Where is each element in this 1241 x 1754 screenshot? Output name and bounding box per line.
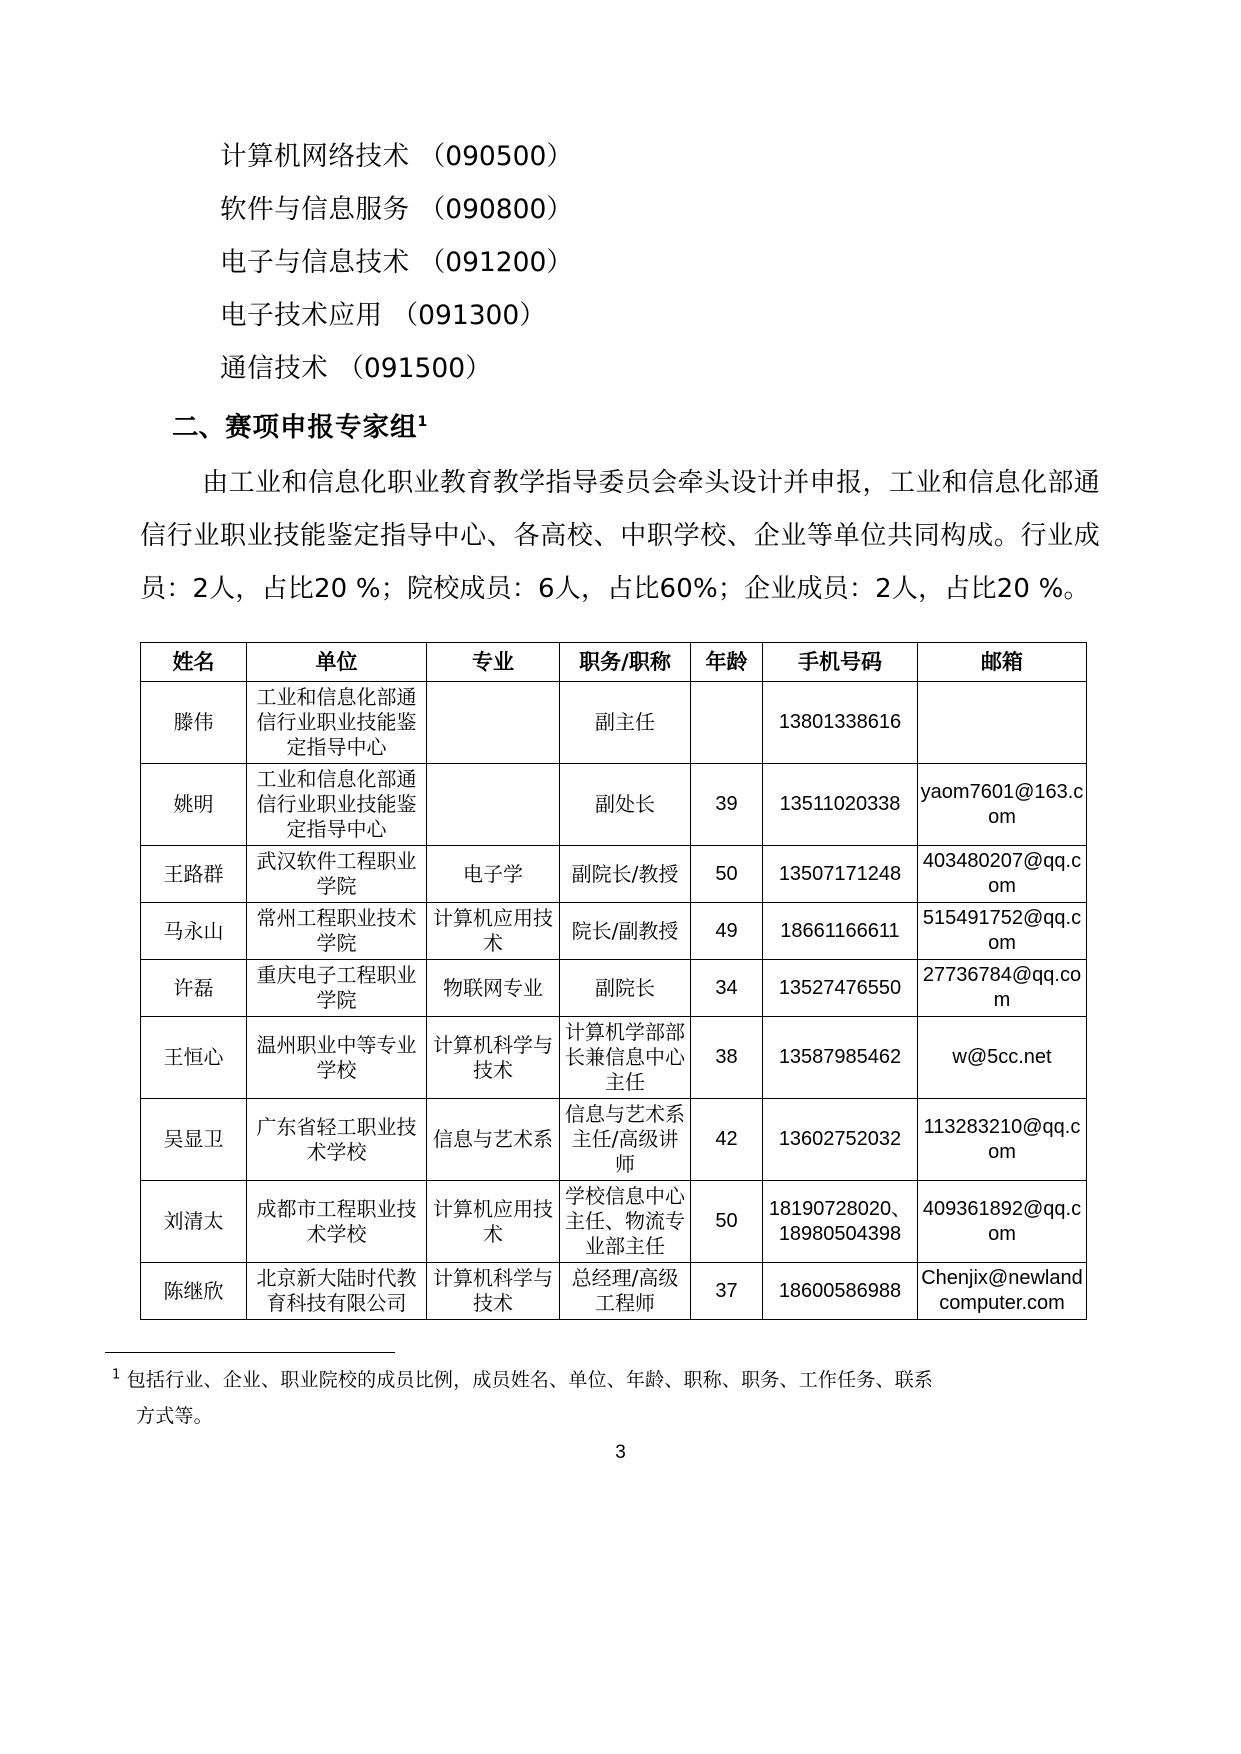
cell-age: 50 xyxy=(691,1181,763,1263)
cell-title: 计算机学部部长兼信息中心主任 xyxy=(560,1017,691,1099)
page-content xyxy=(140,130,1100,1320)
cell-name: 陈继欣 xyxy=(141,1263,247,1320)
cell-age: 38 xyxy=(691,1017,763,1099)
paragraph-text: 由工业和信息化职业教育教学指导委员会牵头设计并申报，工业和信息化部通信行业职业技能鉴定指导中心、各高校、中职学校、企业等单位共同构成。行业成员：2人，占比20 %；院校成员：6人，占比60%；企业成员：2人，占比20 %。 xyxy=(140,468,1100,604)
table-row xyxy=(141,1263,1087,1320)
major-code: （090800） xyxy=(418,194,573,225)
cell-major: 物联网专业 xyxy=(427,960,560,1017)
table-row xyxy=(141,1017,1087,1099)
cell-major xyxy=(427,682,560,764)
table-row xyxy=(141,846,1087,903)
cell-title: 院长/副教授 xyxy=(560,903,691,960)
cell-title: 副院长/教授 xyxy=(560,846,691,903)
cell-title: 副处长 xyxy=(560,764,691,846)
cell-unit: 温州职业中等专业学校 xyxy=(247,1017,427,1099)
major-name: 通信技术 xyxy=(220,353,329,384)
cell-age: 50 xyxy=(691,846,763,903)
cell-age: 34 xyxy=(691,960,763,1017)
cell-unit: 重庆电子工程职业学院 xyxy=(247,960,427,1017)
cell-phone: 13801338616 xyxy=(763,682,918,764)
major-list-item xyxy=(140,342,1100,395)
cell-phone: 13507171248 xyxy=(763,846,918,903)
major-code: （091500） xyxy=(337,353,492,384)
table-row xyxy=(141,764,1087,846)
table-row xyxy=(141,1181,1087,1263)
cell-name: 王恒心 xyxy=(141,1017,247,1099)
cell-name: 许磊 xyxy=(141,960,247,1017)
footnote xyxy=(112,1362,992,1434)
footnote-line-2: 方式等。 xyxy=(136,1405,213,1427)
page-number: 3 xyxy=(615,1442,626,1463)
cell-name: 刘清太 xyxy=(141,1181,247,1263)
footnote-line-1: 包括行业、企业、职业院校的成员比例，成员姓名、单位、年龄、职称、职务、工作任务、联系 xyxy=(126,1369,934,1391)
expert-table xyxy=(140,642,1087,1320)
footnote-marker: 1 xyxy=(417,414,429,431)
cell-major: 计算机应用技术 xyxy=(427,903,560,960)
major-name: 电子技术应用 xyxy=(220,300,383,331)
cell-email: yaom7601@163.com xyxy=(918,764,1087,846)
cell-title: 副主任 xyxy=(560,682,691,764)
major-code: （090500） xyxy=(418,141,573,172)
column-header-title: 职务/职称 xyxy=(560,643,691,682)
table-row xyxy=(141,1099,1087,1181)
cell-age: 37 xyxy=(691,1263,763,1320)
footnote-number: 1 xyxy=(112,1367,121,1383)
major-list-item xyxy=(140,236,1100,289)
cell-phone: 18600586988 xyxy=(763,1263,918,1320)
column-header-email: 邮箱 xyxy=(918,643,1087,682)
cell-title: 副院长 xyxy=(560,960,691,1017)
cell-name: 吴显卫 xyxy=(141,1099,247,1181)
cell-name: 滕伟 xyxy=(141,682,247,764)
cell-unit: 北京新大陆时代教育科技有限公司 xyxy=(247,1263,427,1320)
cell-email: 27736784@qq.com xyxy=(918,960,1087,1017)
major-list-item xyxy=(140,289,1100,342)
column-header-major: 专业 xyxy=(427,643,560,682)
cell-unit: 武汉软件工程职业学院 xyxy=(247,846,427,903)
cell-email: 113283210@qq.com xyxy=(918,1099,1087,1181)
table-row xyxy=(141,960,1087,1017)
cell-unit: 工业和信息化部通信行业职业技能鉴定指导中心 xyxy=(247,764,427,846)
cell-major: 计算机科学与技术 xyxy=(427,1017,560,1099)
major-code: （091300） xyxy=(391,300,546,331)
section-heading xyxy=(140,405,1100,451)
cell-name: 姚明 xyxy=(141,764,247,846)
major-code-list xyxy=(140,130,1100,395)
cell-phone: 18190728020、18980504398 xyxy=(763,1181,918,1263)
column-header-phone: 手机号码 xyxy=(763,643,918,682)
column-header-unit: 单位 xyxy=(247,643,427,682)
cell-major: 计算机科学与技术 xyxy=(427,1263,560,1320)
cell-age: 49 xyxy=(691,903,763,960)
column-header-name: 姓名 xyxy=(141,643,247,682)
cell-title: 学校信息中心主任、物流专业部主任 xyxy=(560,1181,691,1263)
cell-unit: 广东省轻工职业技术学校 xyxy=(247,1099,427,1181)
cell-major xyxy=(427,764,560,846)
cell-title: 总经理/高级工程师 xyxy=(560,1263,691,1320)
major-name: 软件与信息服务 xyxy=(220,194,410,225)
major-code: （091200） xyxy=(418,247,573,278)
cell-unit: 常州工程职业技术学院 xyxy=(247,903,427,960)
cell-unit: 成都市工程职业技术学校 xyxy=(247,1181,427,1263)
cell-phone: 13527476550 xyxy=(763,960,918,1017)
cell-phone: 13602752032 xyxy=(763,1099,918,1181)
cell-email: w@5cc.net xyxy=(918,1017,1087,1099)
cell-email: 409361892@qq.com xyxy=(918,1181,1087,1263)
major-list-item xyxy=(140,130,1100,183)
cell-major: 计算机应用技术 xyxy=(427,1181,560,1263)
cell-age: 39 xyxy=(691,764,763,846)
major-name: 计算机网络技术 xyxy=(220,141,410,172)
section-paragraph xyxy=(140,457,1100,616)
table-header-row xyxy=(141,643,1087,682)
cell-phone: 18661166611 xyxy=(763,903,918,960)
cell-email: 403480207@qq.com xyxy=(918,846,1087,903)
cell-email: 515491752@qq.com xyxy=(918,903,1087,960)
footnote-separator xyxy=(105,1352,395,1353)
cell-phone: 13511020338 xyxy=(763,764,918,846)
cell-email xyxy=(918,682,1087,764)
cell-name: 王路群 xyxy=(141,846,247,903)
table-row xyxy=(141,682,1087,764)
cell-unit: 工业和信息化部通信行业职业技能鉴定指导中心 xyxy=(247,682,427,764)
major-name: 电子与信息技术 xyxy=(220,247,410,278)
cell-name: 马永山 xyxy=(141,903,247,960)
cell-major: 电子学 xyxy=(427,846,560,903)
cell-email: Chenjix@newlandcomputer.com xyxy=(918,1263,1087,1320)
major-list-item xyxy=(140,183,1100,236)
cell-age xyxy=(691,682,763,764)
cell-age: 42 xyxy=(691,1099,763,1181)
section-number: 二、 xyxy=(172,412,225,443)
table-row xyxy=(141,903,1087,960)
cell-major: 信息与艺术系 xyxy=(427,1099,560,1181)
cell-phone: 13587985462 xyxy=(763,1017,918,1099)
section-title: 赛项申报专家组 xyxy=(225,412,418,443)
column-header-age: 年龄 xyxy=(691,643,763,682)
cell-title: 信息与艺术系主任/高级讲师 xyxy=(560,1099,691,1181)
